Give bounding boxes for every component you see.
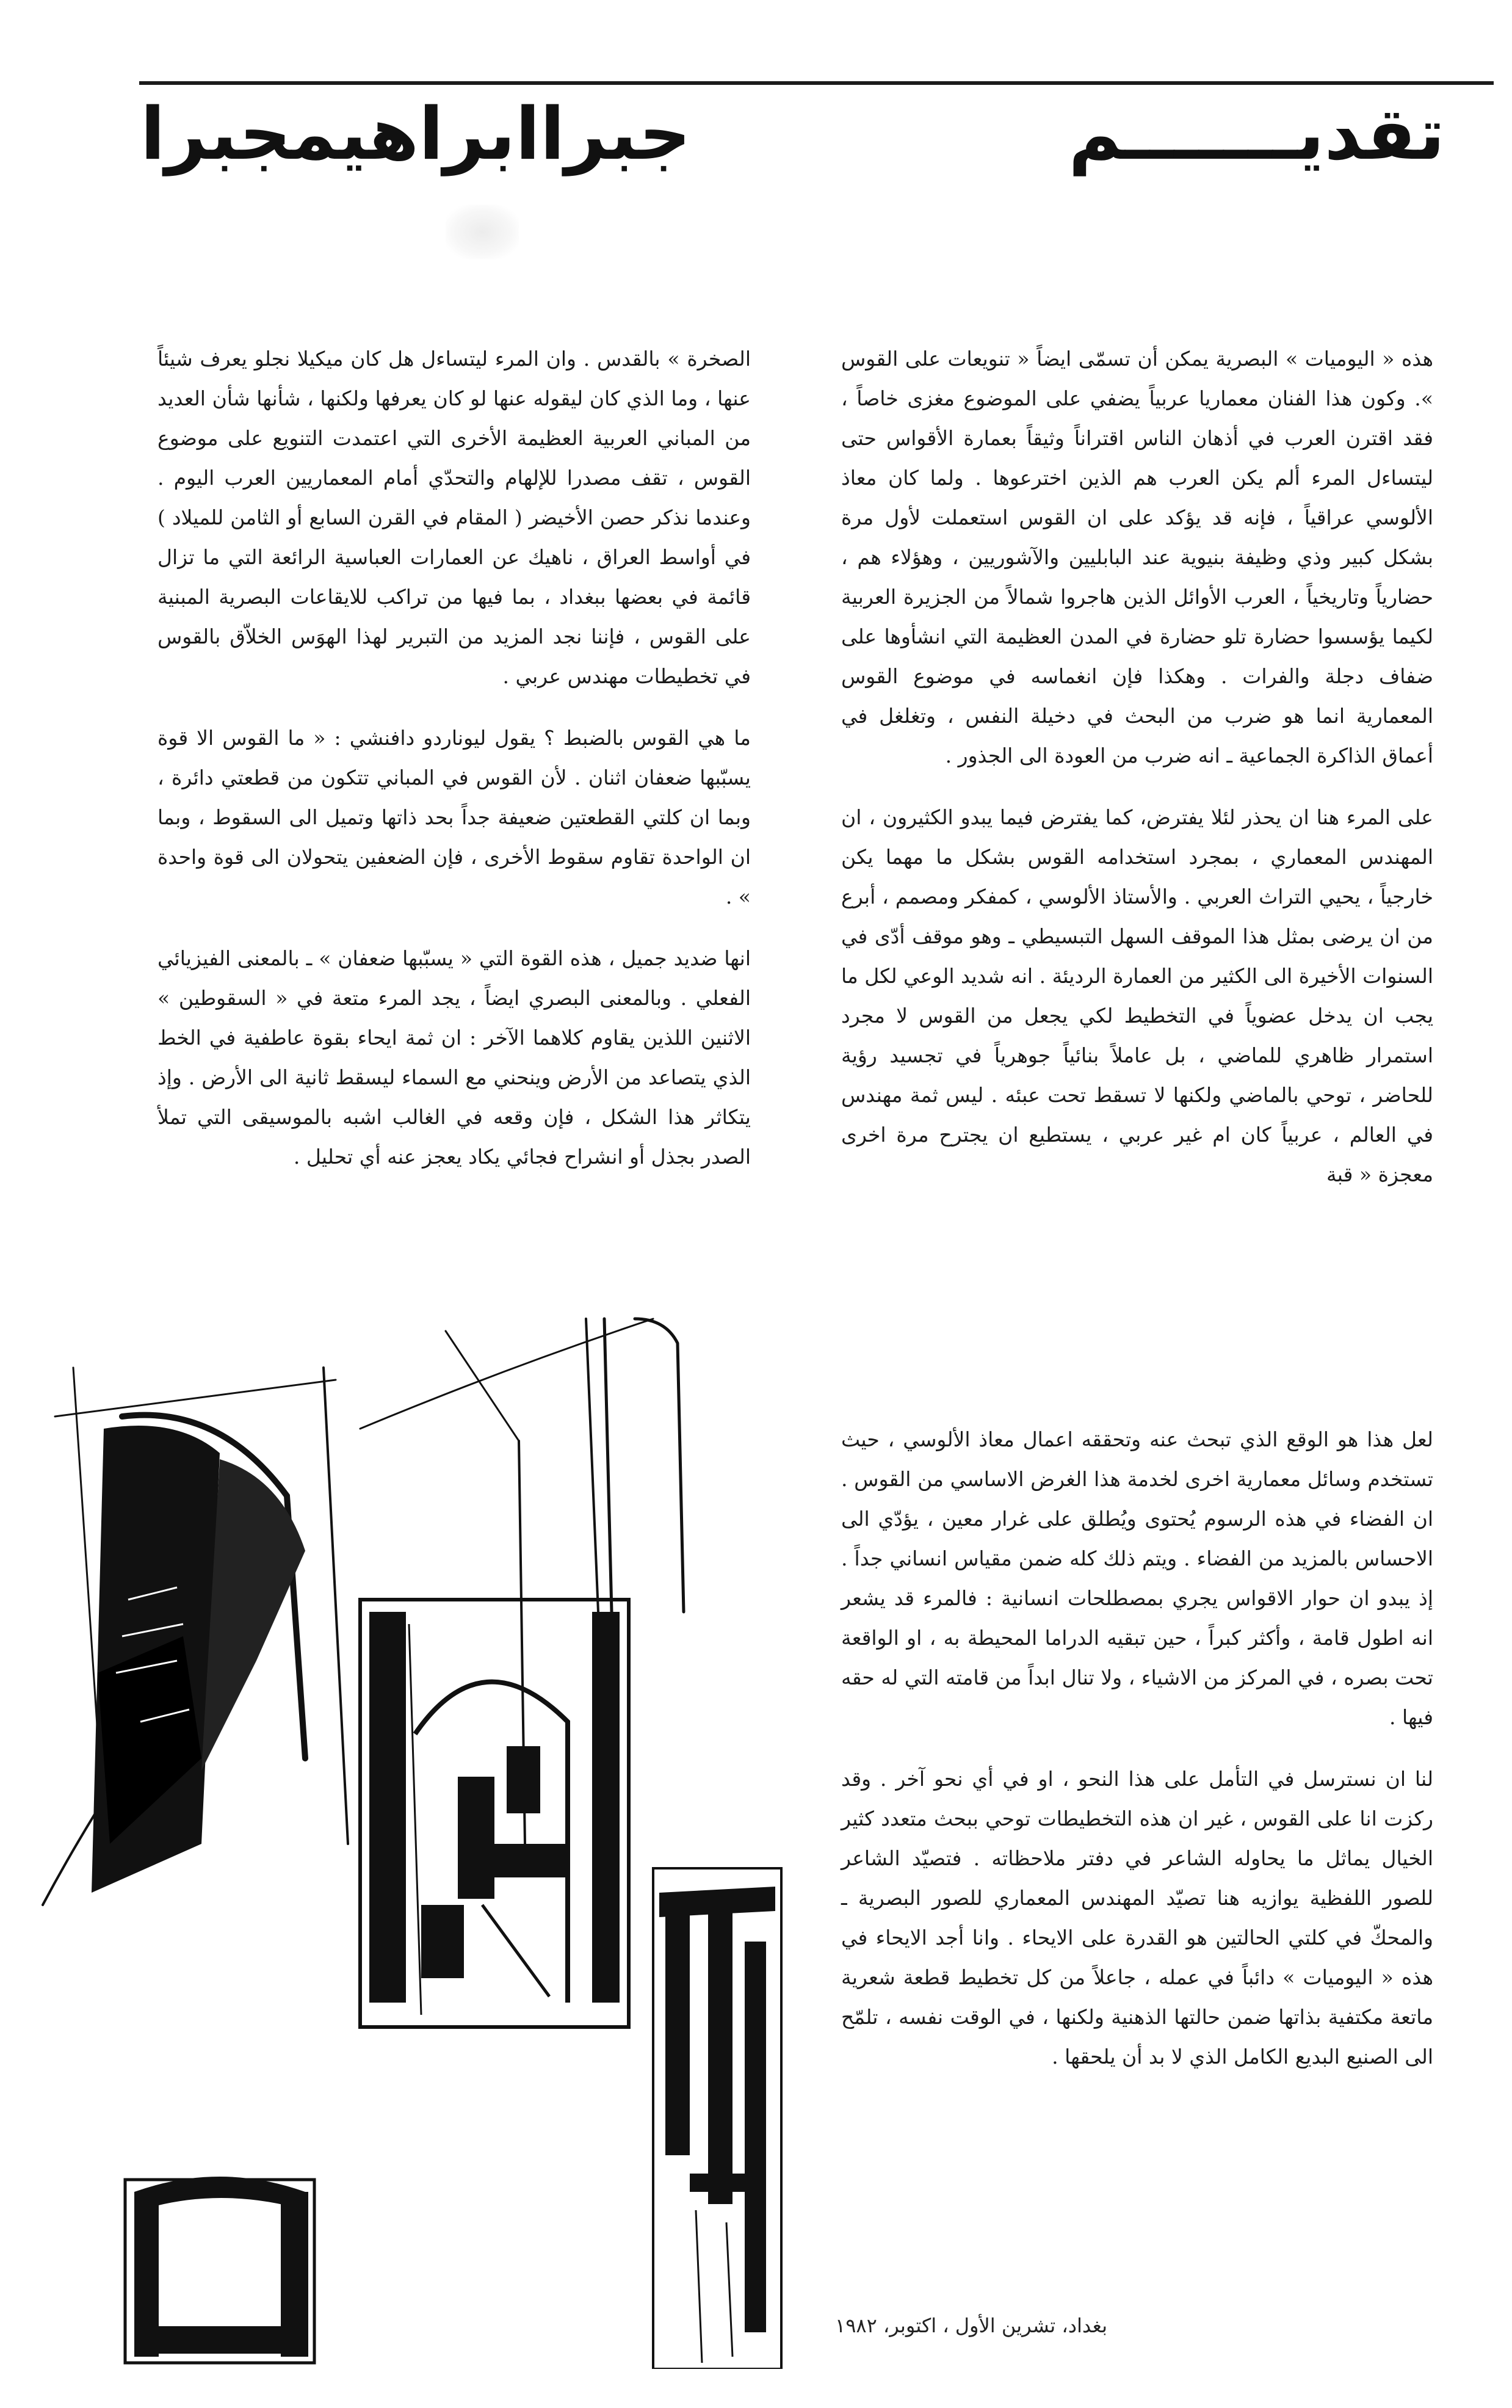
author-name: جبراابراهيمجبرا — [140, 92, 691, 176]
bottom-text-column — [841, 1420, 1433, 2098]
dateline: بغداد، تشرين الأول ، اكتوبر، ١٩٨٢ — [835, 2314, 1107, 2337]
paragraph: ما هي القوس بالضبط ؟ يقول ليوناردو دافنشي : « ما القوس الا قوة يسبّبها ضعفان اثنان . لأن القوس في المباني تتكون من قطعتي دائرة ، وبما ان كلتي القطعتين ضعيفة جداً بحد ذاتها وتميل الى السقوط ، وبما ان الواحدة تقاوم سقوط الأخرى ، فإن الضعفين يتحولان الى قوة واحدة » . — [157, 726, 751, 908]
page-title: تقديـــــــم — [1068, 92, 1445, 176]
paragraph: لنا ان نسترسل في التأمل على هذا النحو ، او في أي نحو آخر . وقد ركزت انا على القوس ، غير ان هذه التخطيطات توحي ببحث متعدد كثير الخيال يماثل ما يحاوله الشاعر في دفتر ملاحظاته . فتصيّد الشاعر للصور اللفظية يوازيه هنا تصيّد المهندس المعماري للصور البصرية ـ والمحكّ في كلتي الحالتين هو القدرة على الايحاء . وانا أجد الايحاء في هذه « اليوميات » دائباً في عمله ، جاعلاً من كل تخطيط قطعة شعرية ماتعة مكتفية بذاتها ضمن حالتها الذهنية ولكنها ، في الوقت نفسه ، تلمّح الى الصنيع البديع الكامل الذي لا بد أن يلحقها . — [841, 1767, 1433, 2069]
paragraph: لعل هذا هو الوقع الذي تبحث عنه وتحققه اعمال معاذ الألوسي ، حيث تستخدم وسائل معمارية اخرى لخدمة هذا الغرض الاساسي من القوس . ان الفضاء في هذه الرسوم يُحتوى ويُطلق على غرار معين ، يؤدّي الى الاحساس بالمزيد من الفضاء . ويتم ذلك كله ضمن مقياس انساني جداً . إذ يبدو ان حوار الاقواس يجري بمصطلحات انسانية : فالمرء قد يشعر انه اطول قامة ، وأكثر كبراً ، حين تبقيه الدراما المحيطة به ، او الواقعة تحت بصره ، في المركز من الاشياء ، ولا تنال ابداً من قامته التي له حقه فيها . — [841, 1427, 1433, 1729]
paragraph: هذه « اليوميات » البصرية يمكن أن تسمّى ايضاً « تنويعات على القوس ». وكون هذا الفنان معماريا عربياً يضفي على الموضوع مغزى خاصاً ، فقد اقترن العرب في أذهان الناس اقتراناً وثيقاً بعمارة الأقواس حتى ليتساءل المرء ألم يكن العرب هم الذين اخترعوها . ولما كان معاذ الألوسي عراقياً ، فإنه قد يؤكد على ان القوس استعملت لأول مرة بشكل كبير وذي وظيفة بنيوية عند البابليين والآشوريين ، وهؤلاء هم ، حضارياً وتاريخياً ، العرب الأوائل الذين هاجروا شمالاً من الجزيرة العربية لكيما يؤسسوا حضارة تلو حضارة في المدن العظيمة التي انشأوها على ضفاف دجلة والفرات . وهكذا فإن انغماسه في موضوع القوس المعمارية انما هو ضرب من البحث في دخيلة النفس ، وتغلغل في أعماق الذاكرة الجماعية ـ انه ضرب من العودة الى الجذور . — [841, 347, 1434, 767]
paragraph: على المرء هنا ان يحذر لئلا يفترض، كما يفترض فيما يبدو الكثيرون ، ان المهندس المعماري ، بمجرد استخدامه القوس بشكل ما مهما يكن خارجياً ، يحيي التراث العربي . والأستاذ الألوسي ، كمفكر ومصمم ، أبرع من ان يرضى بمثل هذا الموقف السهل التبسيطي ـ وهو موقف أدّى في السنوات الأخيرة الى الكثير من العمارة الرديئة . انه شديد الوعي لكل ما يجب ان يدخل عضوياً في التخطيط لكي يجعل من القوس لا مجرد استمرار ظاهري للماضي ، بل عاملاً بنائياً جوهرياً في تجسيد رؤية للحاضر ، توحي بالماضي ولكنها لا تسقط تحت عبئه . ليس ثمة مهندس في العالم ، عربياً كان ام غير عربي ، يستطيع ان يجترح مرة اخرى معجزة « قبة — [841, 805, 1433, 1186]
paragraph: انها ضديد جميل ، هذه القوة التي « يسبّبها ضعفان » ـ بالمعنى الفيزيائي الفعلي . وبالمعنى البصري ايضاً ، يجد المرء متعة في « السقوطين » الاثنين اللذين يقاوم كلاهما الآخر : ان ثمة ايحاء بقوة عاطفية في الخط الذي يتصاعد من الأرض وينحني مع السماء ليسقط ثانية الى الأرض . وإذ يتكاثر هذا الشكل ، فإن وقعه في الغالب اشبه بالموسيقى التي تملأ الصدر بجذل أو انشراح فجائي يكاد يعجز عنه أي تحليل . — [157, 946, 751, 1169]
paper-stain — [446, 205, 519, 259]
right-text-column — [841, 339, 1433, 1216]
header-rule — [139, 81, 1494, 85]
arch-sketch-illustration — [18, 1294, 812, 2369]
left-text-column — [157, 339, 751, 1199]
paragraph: الصخرة » بالقدس . وان المرء ليتساءل هل كان ميكيلا نجلو يعرف شيئاً عنها ، وما الذي كان ليقوله عنها لو كان يعرفها ولكنها ، شأنها شأن العديد من المباني العربية العظيمة الأخرى التي اعتمدت التنويع على موضوع القوس ، تقف مصدرا للإلهام والتحدّي أمام المعماريين العرب اليوم . وعندما نذكر حصن الأخيضر ( المقام في القرن السابع أو الثامن للميلاد ) في أواسط العراق ، ناهيك عن العمارات العباسية الرائعة التي ما تزال قائمة في بعضها ببغداد ، بما فيها من تراكب للايقاعات البصرية المبنية على القوس ، فإننا نجد المزيد من التبرير لهذا الهوَس الخلاّق بالقوس في تخطيطات مهندس عربي . — [157, 347, 751, 688]
